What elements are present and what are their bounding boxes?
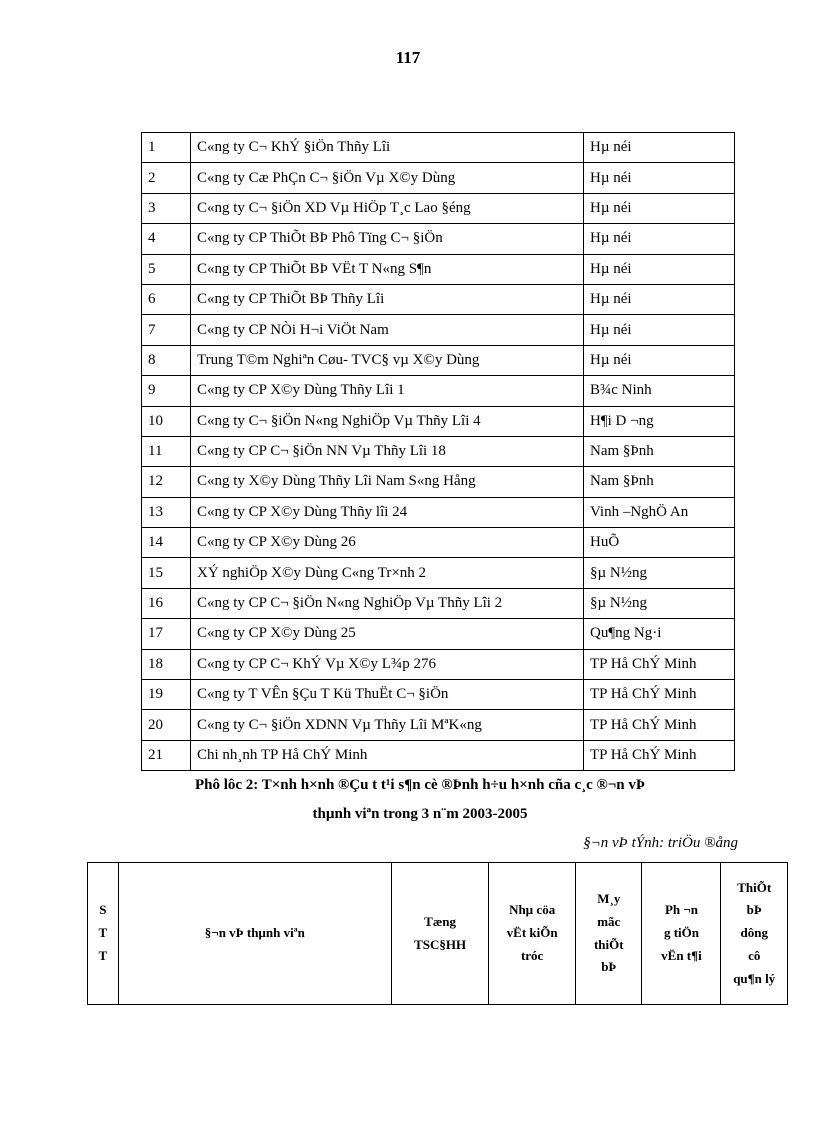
table-row — [142, 345, 735, 375]
table-row — [142, 558, 735, 588]
company-location: Hµ néi — [584, 254, 735, 284]
table-row — [142, 436, 735, 466]
header-machinery: M¸y mãc thiÕt bÞ — [576, 863, 642, 1005]
company-name: C«ng ty CP X©y Dùng Thñy lîi 24 — [191, 497, 584, 527]
company-location: Qu¶ng Ng·i — [584, 619, 735, 649]
company-name: C«ng ty Cæ PhÇn C¬ §iÖn Vµ X©y Dùng — [191, 163, 584, 193]
table-row — [142, 193, 735, 223]
table-row — [142, 163, 735, 193]
company-name: C«ng ty C¬ §iÖn XD Vµ HiÖp T¸c Lao §éng — [191, 193, 584, 223]
table-row — [142, 406, 735, 436]
company-location: Nam §Þnh — [584, 436, 735, 466]
row-number: 9 — [142, 376, 191, 406]
company-location: Hµ néi — [584, 163, 735, 193]
company-location: B¾c Ninh — [584, 376, 735, 406]
table-row — [142, 649, 735, 679]
row-number: 11 — [142, 436, 191, 466]
row-number: 20 — [142, 710, 191, 740]
row-number: 19 — [142, 680, 191, 710]
table-row — [142, 224, 735, 254]
appendix-caption-line1: Phô lôc 2: T×nh h×nh ®Çu t t¹i s¶n cè ®Þnh h÷u h×nh cña c¸c ®¬n vÞ — [194, 777, 646, 793]
row-number: 5 — [142, 254, 191, 284]
row-number: 14 — [142, 528, 191, 558]
company-location: Vinh –NghÖ An — [584, 497, 735, 527]
table-row — [142, 376, 735, 406]
table-row — [142, 133, 735, 163]
company-location: Hµ néi — [584, 193, 735, 223]
company-location: Nam §Þnh — [584, 467, 735, 497]
header-buildings: Nhµ cöa vËt kiÕn tróc — [489, 863, 576, 1005]
company-location: Hµ néi — [584, 345, 735, 375]
company-name: C«ng ty X©y Dùng Thñy Lîi Nam S«ng Hång — [191, 467, 584, 497]
company-location: §µ N½ng — [584, 558, 735, 588]
company-name: C«ng ty CP C¬ §iÖn NN Vµ Thñy Lîi 18 — [191, 436, 584, 466]
company-name: C«ng ty CP X©y Dùng Thñy Lîi 1 — [191, 376, 584, 406]
company-location: TP Hå ChÝ Minh — [584, 740, 735, 770]
company-location: Hµ néi — [584, 284, 735, 314]
row-number: 10 — [142, 406, 191, 436]
company-location: TP Hå ChÝ Minh — [584, 710, 735, 740]
company-name: C«ng ty CP NÒi H¬i ViÖt Nam — [191, 315, 584, 345]
page-number: 117 — [395, 48, 421, 67]
row-number: 6 — [142, 284, 191, 314]
row-number: 8 — [142, 345, 191, 375]
table-row — [142, 467, 735, 497]
table-row — [142, 284, 735, 314]
company-name: C«ng ty C¬ §iÖn N«ng NghiÖp Vµ Thñy Lîi 4 — [191, 406, 584, 436]
row-number: 18 — [142, 649, 191, 679]
company-location: TP Hå ChÝ Minh — [584, 680, 735, 710]
row-number: 3 — [142, 193, 191, 223]
row-number: 21 — [142, 740, 191, 770]
company-name: C«ng ty CP X©y Dùng 26 — [191, 528, 584, 558]
company-name: C«ng ty T VÊn §Çu T Kü ThuËt C¬ §iÖn — [191, 680, 584, 710]
table-row — [142, 619, 735, 649]
company-location: Hµ néi — [584, 133, 735, 163]
table-row — [142, 680, 735, 710]
company-name: C«ng ty CP ThiÕt BÞ VËt T N«ng S¶n — [191, 254, 584, 284]
row-number: 16 — [142, 588, 191, 618]
company-location: HuÕ — [584, 528, 735, 558]
row-number: 7 — [142, 315, 191, 345]
header-stt: S T T — [88, 863, 119, 1005]
table-row — [142, 315, 735, 345]
table-row — [142, 254, 735, 284]
company-name: C«ng ty CP ThiÕt BÞ Thñy Lîi — [191, 284, 584, 314]
company-name: C«ng ty C¬ KhÝ §iÖn Thñy Lîi — [191, 133, 584, 163]
company-location: H¶i D ¬ng — [584, 406, 735, 436]
header-management-equipment: ThiÕt bÞ dông cô qu¶n lý — [721, 863, 788, 1005]
company-name: Trung T©m Nghiªn Cøu- TVC§ vµ X©y Dùng — [191, 345, 584, 375]
row-number: 13 — [142, 497, 191, 527]
table-row — [142, 497, 735, 527]
member-companies-table — [141, 132, 735, 771]
company-name: XÝ nghiÖp X©y Dùng C«ng Tr×nh 2 — [191, 558, 584, 588]
appendix-caption-line2: thµnh viªn trong 3 n¨m 2003-2005 — [312, 806, 528, 822]
row-number: 15 — [142, 558, 191, 588]
unit-note: §¬n vÞ tÝnh: triÖu ®ång — [583, 835, 738, 851]
table-row — [142, 740, 735, 770]
company-name: C«ng ty CP ThiÕt BÞ Phô Tïng C¬ §iÖn — [191, 224, 584, 254]
company-name: C«ng ty C¬ §iÖn XDNN Vµ Thñy Lîi MªK«ng — [191, 710, 584, 740]
company-name: C«ng ty CP C¬ §iÖn N«ng NghiÖp Vµ Thñy Lîi 2 — [191, 588, 584, 618]
row-number: 12 — [142, 467, 191, 497]
fixed-assets-table — [87, 862, 788, 1005]
row-number: 4 — [142, 224, 191, 254]
row-number: 17 — [142, 619, 191, 649]
row-number: 2 — [142, 163, 191, 193]
company-name: C«ng ty CP X©y Dùng 25 — [191, 619, 584, 649]
fixed-assets-header-row — [88, 863, 788, 1005]
company-location: TP Hå ChÝ Minh — [584, 649, 735, 679]
company-name: Chi nh¸nh TP Hå ChÝ Minh — [191, 740, 584, 770]
header-total-fixed-assets: Tæng TSC§HH — [391, 863, 488, 1005]
table-row — [142, 588, 735, 618]
company-location: Hµ néi — [584, 315, 735, 345]
row-number: 1 — [142, 133, 191, 163]
company-location: Hµ néi — [584, 224, 735, 254]
table-row — [142, 710, 735, 740]
company-location: §µ N½ng — [584, 588, 735, 618]
company-name: C«ng ty CP C¬ KhÝ Vµ X©y L¾p 276 — [191, 649, 584, 679]
header-member-unit: §¬n vÞ thµnh viªn — [118, 863, 391, 1005]
table-row — [142, 528, 735, 558]
header-transport: Ph ¬n g tiÖn vËn t¶i — [642, 863, 721, 1005]
